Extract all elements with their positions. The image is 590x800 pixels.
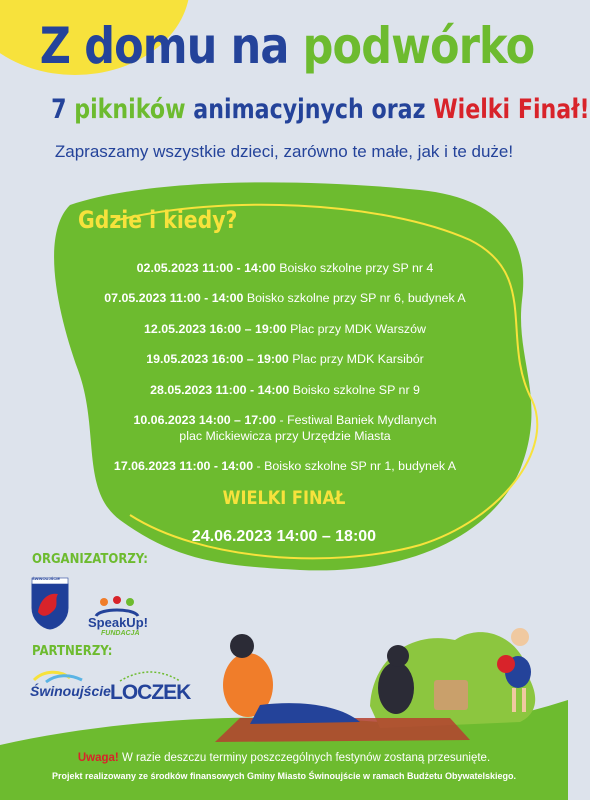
event-time: 07.05.2023 11:00 - 14:00: [104, 291, 244, 305]
event-item: [60, 351, 510, 382]
event-place: Boisko szkolne SP nr 9: [292, 383, 420, 397]
event-item: [60, 412, 510, 458]
event-time: 12.05.2023 16:00 – 19:00: [144, 322, 287, 336]
swinoujscie-name: Świnoujście: [30, 683, 111, 699]
event-place: Boisko szkolne przy SP nr 4: [279, 261, 434, 275]
event-place: Plac przy MDK Warszów: [290, 322, 426, 336]
city-crest-logo: [30, 578, 70, 630]
loczek-name: LOCZEK: [110, 681, 191, 704]
event-item: [60, 290, 510, 321]
finale-date: 24.06.2023 14:00 – 18:00: [191, 528, 377, 545]
title-part-1: Z domu na: [39, 17, 289, 75]
subtitle-part-1: 7: [51, 94, 67, 125]
project-funding-note: Projekt realizowany ze środków finansowych Gminy Miasto Świnoujście w ramach Budżetu Obywatelskiego.: [51, 771, 517, 781]
partners-label: PARTNERZY:: [32, 644, 113, 659]
event-place: - Festiwal Baniek Mydlanych: [279, 413, 437, 427]
rain-warning: [0, 752, 568, 764]
subtitle-part-2: pikników: [74, 94, 186, 125]
event-time: 10.06.2023 14:00 – 17:00: [133, 413, 277, 427]
subtitle-part-4: Wielki Finał!: [433, 94, 590, 125]
schedule-list: [60, 260, 510, 488]
title-part-2: podwórko: [302, 17, 535, 75]
speakup-subtitle: FUNDACJA: [101, 630, 140, 637]
event-time: 28.05.2023 11:00 - 14:00: [150, 383, 290, 397]
crest-text: ŚWINOUJŚCIE: [32, 576, 61, 581]
invitation-text: Zapraszamy wszystkie dzieci, zarówno te małe, jak i te duże!: [54, 142, 514, 161]
speakup-name: SpeakUp!: [88, 615, 148, 630]
event-item: [60, 321, 510, 351]
event-time: 17.06.2023 11:00 - 14:00: [113, 459, 254, 473]
warning-text: W razie deszczu terminy poszczególnych festynów zostaną przesunięte.: [121, 752, 491, 764]
subtitle-part-3: animacyjnych oraz: [193, 94, 426, 125]
schedule-heading: Gdzie i kiedy?: [78, 206, 238, 234]
event-item: [60, 382, 510, 412]
event-place: Plac przy MDK Karsibór: [292, 352, 424, 366]
swinoujscie-logo: [30, 668, 110, 704]
loczek-logo: [110, 668, 190, 708]
event-time: 02.05.2023 11:00 - 14:00: [136, 261, 276, 275]
event-item: [60, 260, 510, 290]
warning-label: Uwaga!: [77, 752, 119, 764]
event-place: - Boisko szkolne SP nr 1, budynek A: [256, 459, 457, 473]
finale-title: WIELKI FINAŁ: [222, 487, 346, 509]
event-place-line-2: plac Mickiewicza przy Urzędzie Miasta: [179, 429, 391, 443]
speakup-logo: [82, 594, 152, 640]
organizers-label: ORGANIZATORZY:: [32, 552, 148, 567]
event-item: [60, 458, 510, 488]
event-place: Boisko szkolne przy SP nr 6, budynek A: [246, 291, 466, 305]
event-time: 19.05.2023 16:00 – 19:00: [146, 352, 289, 366]
